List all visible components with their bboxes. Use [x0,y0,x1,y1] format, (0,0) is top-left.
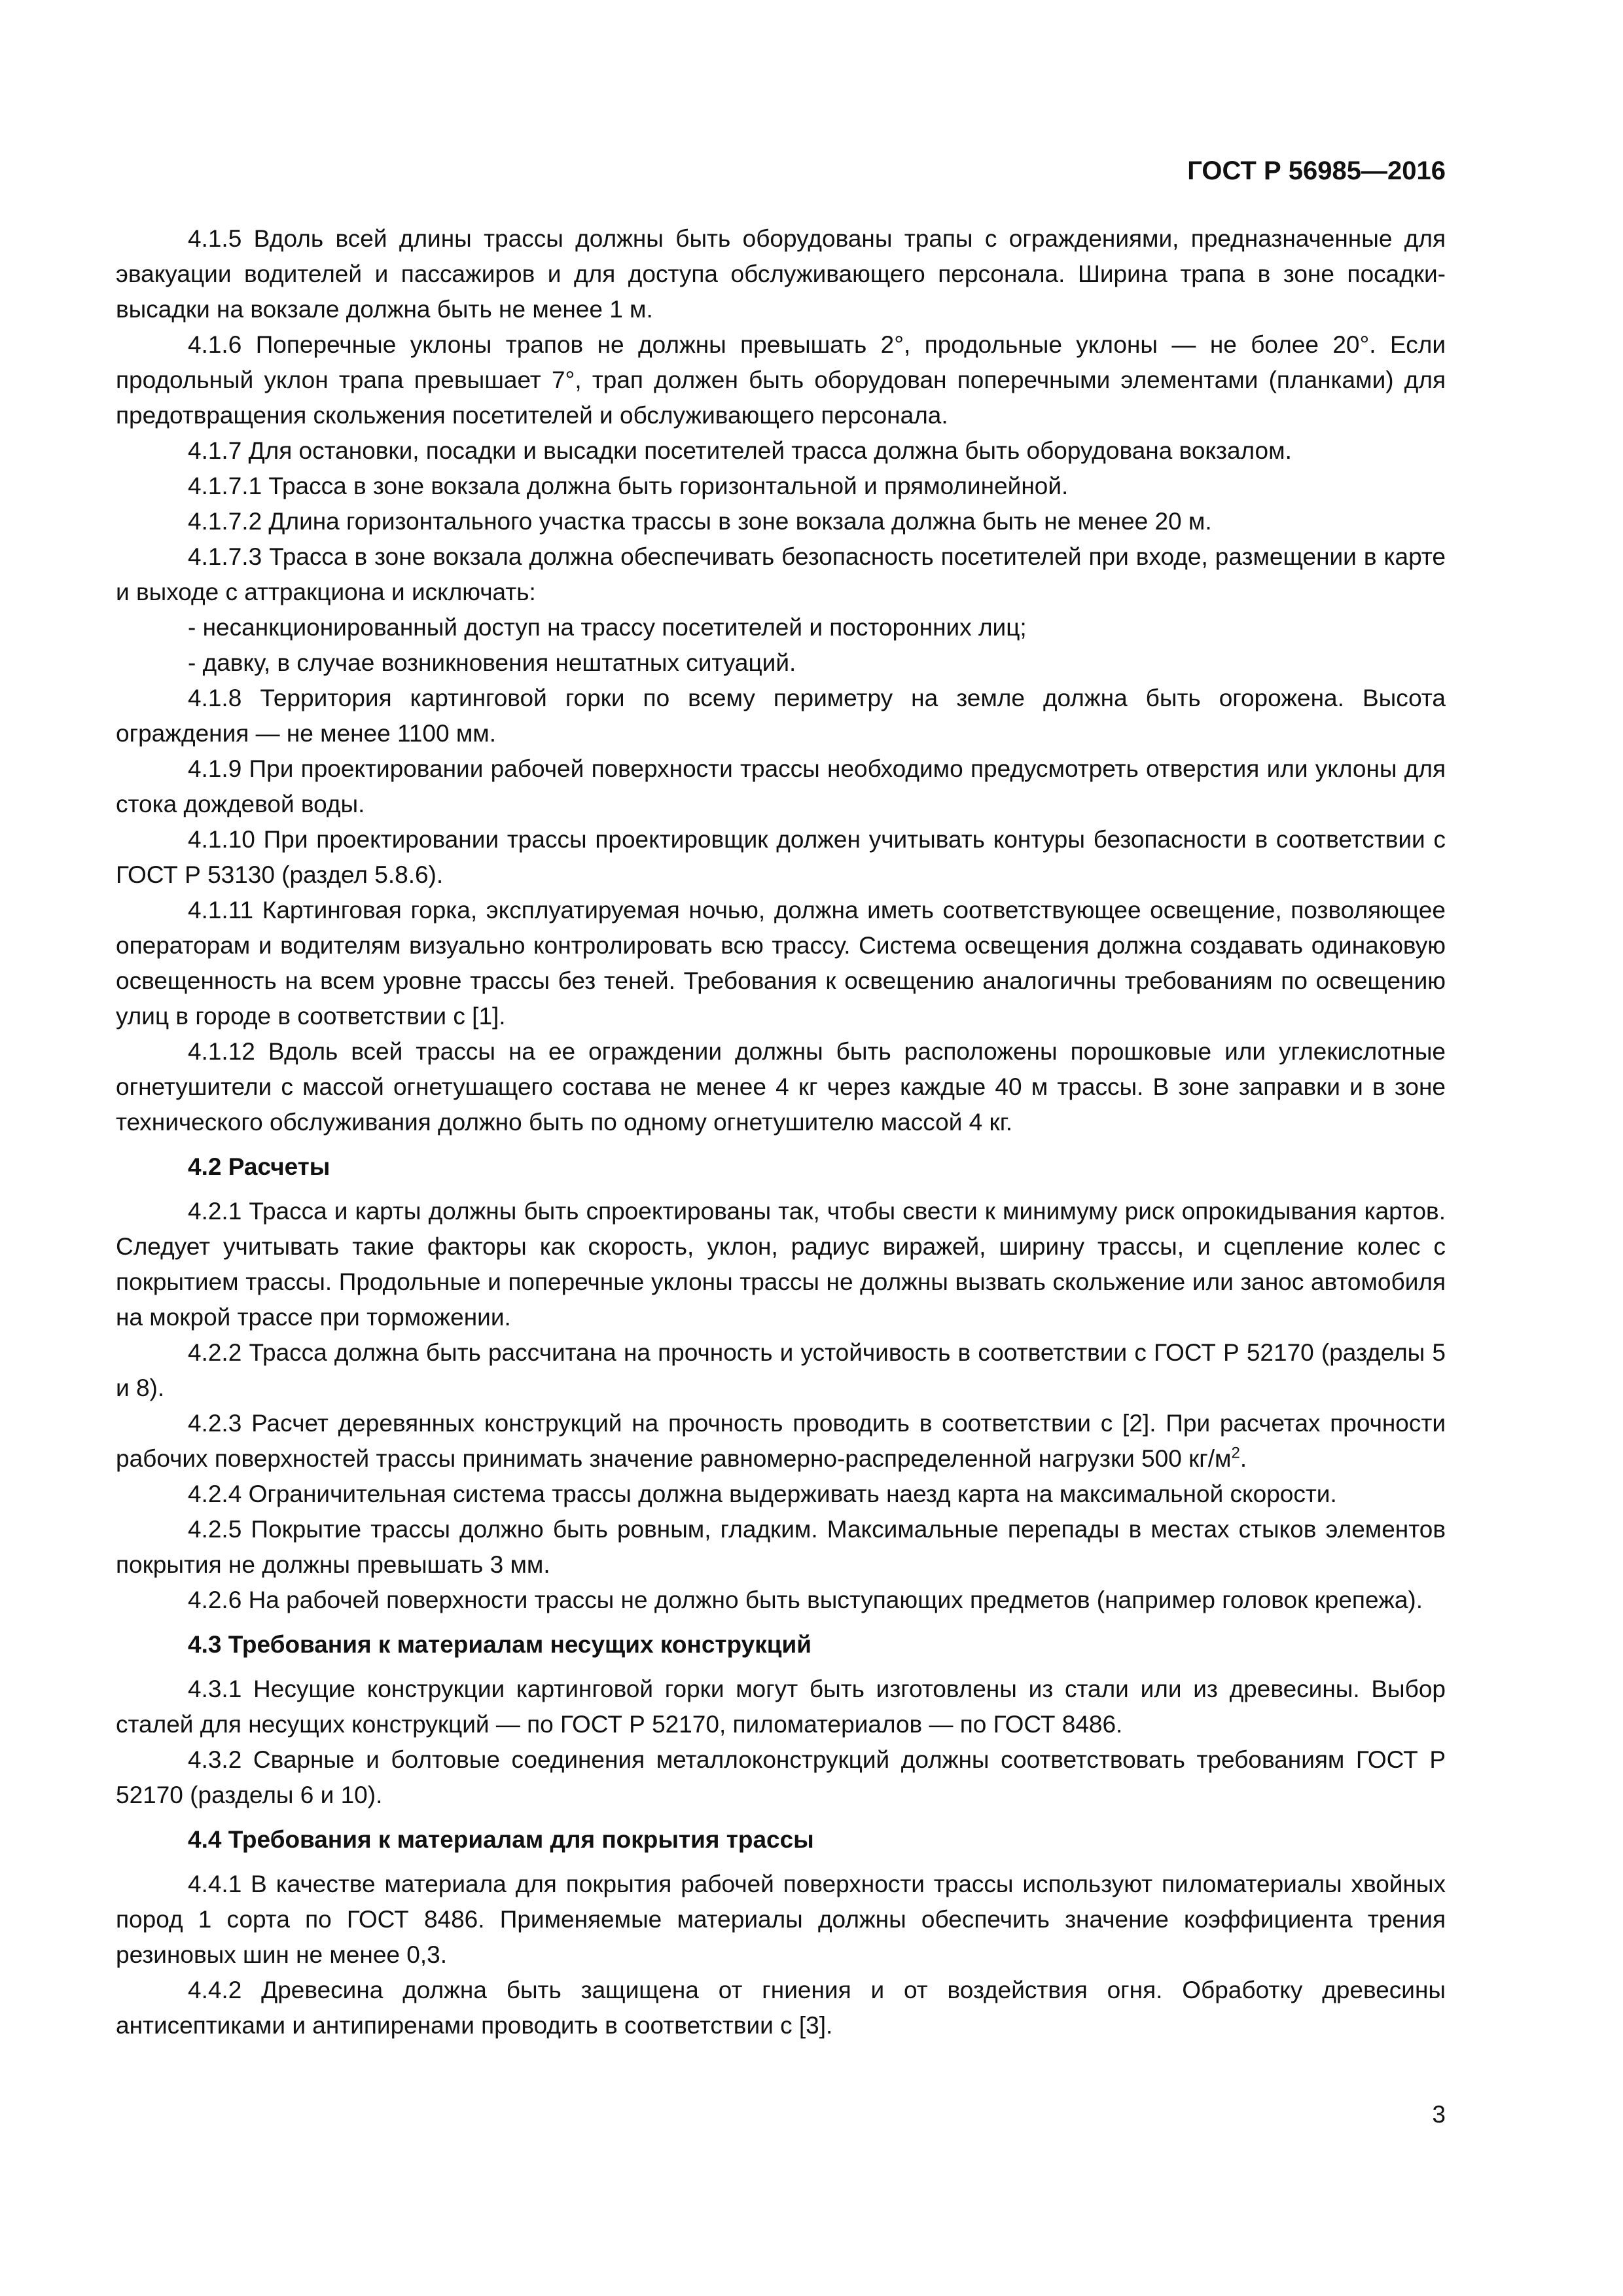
document-page [116,154,1446,2043]
paragraph-text: 4.1.7.2 Длина горизонтального участка трассы в зоне вокзала должна быть не менее 20 м. [188,508,1212,535]
paragraph-text: 4.2.5 Покрытие трассы должно быть ровным, гладким. Максимальные перепады в местах стыков элементов покрытия не должны превышать 3 мм. [116,1516,1446,1578]
page-number: 3 [1432,2101,1446,2128]
paragraph-text: - давку, в случае возникновения нештатных ситуаций. [188,649,796,676]
paragraph-text: - несанкционированный доступ на трассу посетителей и посторонних лиц; [188,614,1027,641]
paragraph-text: 4.3.1 Несущие конструкции картинговой горки могут быть изготовлены из стали или из древесины. Выбор сталей для несущих конструкций — по ГОСТ Р 52170, пиломатериалов — по ГОСТ 8486. [116,1676,1446,1738]
paragraph-text: 4.1.11 Картинговая горка, эксплуатируемая ночью, должна иметь соответствующее освещение, позволяющее операторам и водителям визуально контролировать всю трассу. Система освещения должна создавать одинаковую освещенность на всем уровне трассы без теней. Требования к освещению аналогичны требованиям по освещению улиц в городе в соответствии с [1]. [116,897,1446,1030]
paragraph-text: 4.4.2 Древесина должна быть защищена от гниения и от воздействия огня. Обработку древесины антисептиками и антипиренами проводить в соответствии с [3]. [116,1977,1446,2039]
list-item [116,645,1446,681]
superscript: 2 [1231,1444,1240,1462]
paragraph-text: 4.3 Требования к материалам несущих конструкций [188,1631,812,1658]
paragraph-text: 4.2.6 На рабочей поверхности трассы не должно быть выступающих предметов (например головок крепежа). [188,1587,1423,1613]
paragraph [116,1406,1446,1477]
paragraph [116,822,1446,893]
paragraph-text: 4.1.7.3 Трасса в зоне вокзала должна обеспечивать безопасность посетителей при входе, размещении в карте и выходе с аттракциона и исключать: [116,543,1446,605]
paragraph [116,433,1446,469]
paragraph [116,1512,1446,1583]
section-heading [116,1822,1446,1857]
paragraph [116,327,1446,433]
paragraph-text: 4.1.10 При проектировании трассы проектировщик должен учитывать контуры безопасности в соответствии с ГОСТ Р 53130 (раздел 5.8.6). [116,826,1446,888]
paragraph-text: 4.3.2 Сварные и болтовые соединения металлоконструкций должны соответствовать требованиям ГОСТ Р 52170 (разделы 6 и 10). [116,1746,1446,1808]
paragraph [116,1034,1446,1140]
paragraph [116,1583,1446,1618]
paragraph-text: 4.1.12 Вдоль всей трассы на ее ограждении должны быть расположены порошковые или углекислотные огнетушители с массой огнетушащего состава не менее 4 кг через каждые 40 м трассы. В зоне заправки и в зоне технического обслуживания должно быть по одному огнетушителю массой 4 кг. [116,1038,1446,1136]
paragraph [116,504,1446,539]
paragraph [116,681,1446,751]
paragraph-text: 4.1.9 При проектировании рабочей поверхности трассы необходимо предусмотреть отверстия или уклоны для стока дождевой воды. [116,755,1446,817]
paragraph [116,1973,1446,2043]
paragraph [116,539,1446,610]
paragraph [116,1335,1446,1406]
paragraph [116,751,1446,822]
paragraph-text: 4.2.1 Трасса и карты должны быть спроектированы так, чтобы свести к минимуму риск опрокидывания картов. Следует учитывать такие факторы как скорость, уклон, радиус виражей, ширину трассы, и сцепление колес с покрытием трассы. Продольные и поперечные уклоны трассы не должны вызвать скольжение или занос автомобиля на мокрой трассе при торможении. [116,1198,1446,1331]
list-item [116,610,1446,645]
paragraph-text: 4.1.5 Вдоль всей длины трассы должны быть оборудованы трапы с ограждениями, предназначенные для эвакуации водителей и пассажиров и для доступа обслуживающего персонала. Ширина трапа в зоне посадки-высадки на вокзале должна быть не менее 1 м. [116,225,1446,323]
paragraph-text: 4.2.4 Ограничительная система трассы должна выдерживать наезд карта на максимальной скорости. [188,1480,1337,1507]
paragraph-text: 4.1.8 Территория картинговой горки по всему периметру на земле должна быть огорожена. Высота ограждения — не менее 1100 мм. [116,685,1446,747]
paragraph-text: 4.4.1 В качестве материала для покрытия рабочей поверхности трассы используют пиломатериалы хвойных пород 1 сорта по ГОСТ 8486. Применяемые материалы должны обеспечить значение коэффициента трения резиновых шин не менее 0,3. [116,1871,1446,1968]
paragraph-text: 4.1.7 Для остановки, посадки и высадки посетителей трасса должна быть оборудована вокзалом. [188,437,1292,464]
paragraph [116,1742,1446,1813]
paragraph-text: 4.1.7.1 Трасса в зоне вокзала должна быть горизонтальной и прямолинейной. [188,473,1069,499]
paragraph-text: 4.2.2 Трасса должна быть рассчитана на прочность и устойчивость в соответствии с ГОСТ Р 52170 (разделы 5 и 8). [116,1339,1446,1401]
paragraph [116,893,1446,1034]
paragraph [116,1867,1446,1973]
paragraph-text: 4.2 Расчеты [188,1153,330,1180]
paragraph [116,1477,1446,1512]
paragraph-tail: . [1240,1445,1247,1472]
document-code: ГОСТ Р 56985—2016 [1187,156,1446,185]
paragraph [116,1672,1446,1742]
section-heading [116,1627,1446,1662]
paragraph [116,469,1446,504]
paragraph-text: 4.2.3 Расчет деревянных конструкций на прочность проводить в соответствии с [2]. При расчетах прочности рабочих поверхностей трассы принимать значение равномерно-распределенной нагрузки 500 кг/м [116,1410,1446,1472]
paragraph-text: 4.4 Требования к материалам для покрытия трассы [188,1826,814,1853]
paragraph [116,1194,1446,1335]
paragraph [116,221,1446,327]
paragraph-text: 4.1.6 Поперечные уклоны трапов не должны превышать 2°, продольные уклоны — не более 20°. Если продольный уклон трапа превышает 7°, трап должен быть оборудован поперечными элементами (планками) для предотвращения скольжения посетителей и обслуживающего персонала. [116,331,1446,429]
document-body [116,221,1446,2043]
section-heading [116,1149,1446,1185]
